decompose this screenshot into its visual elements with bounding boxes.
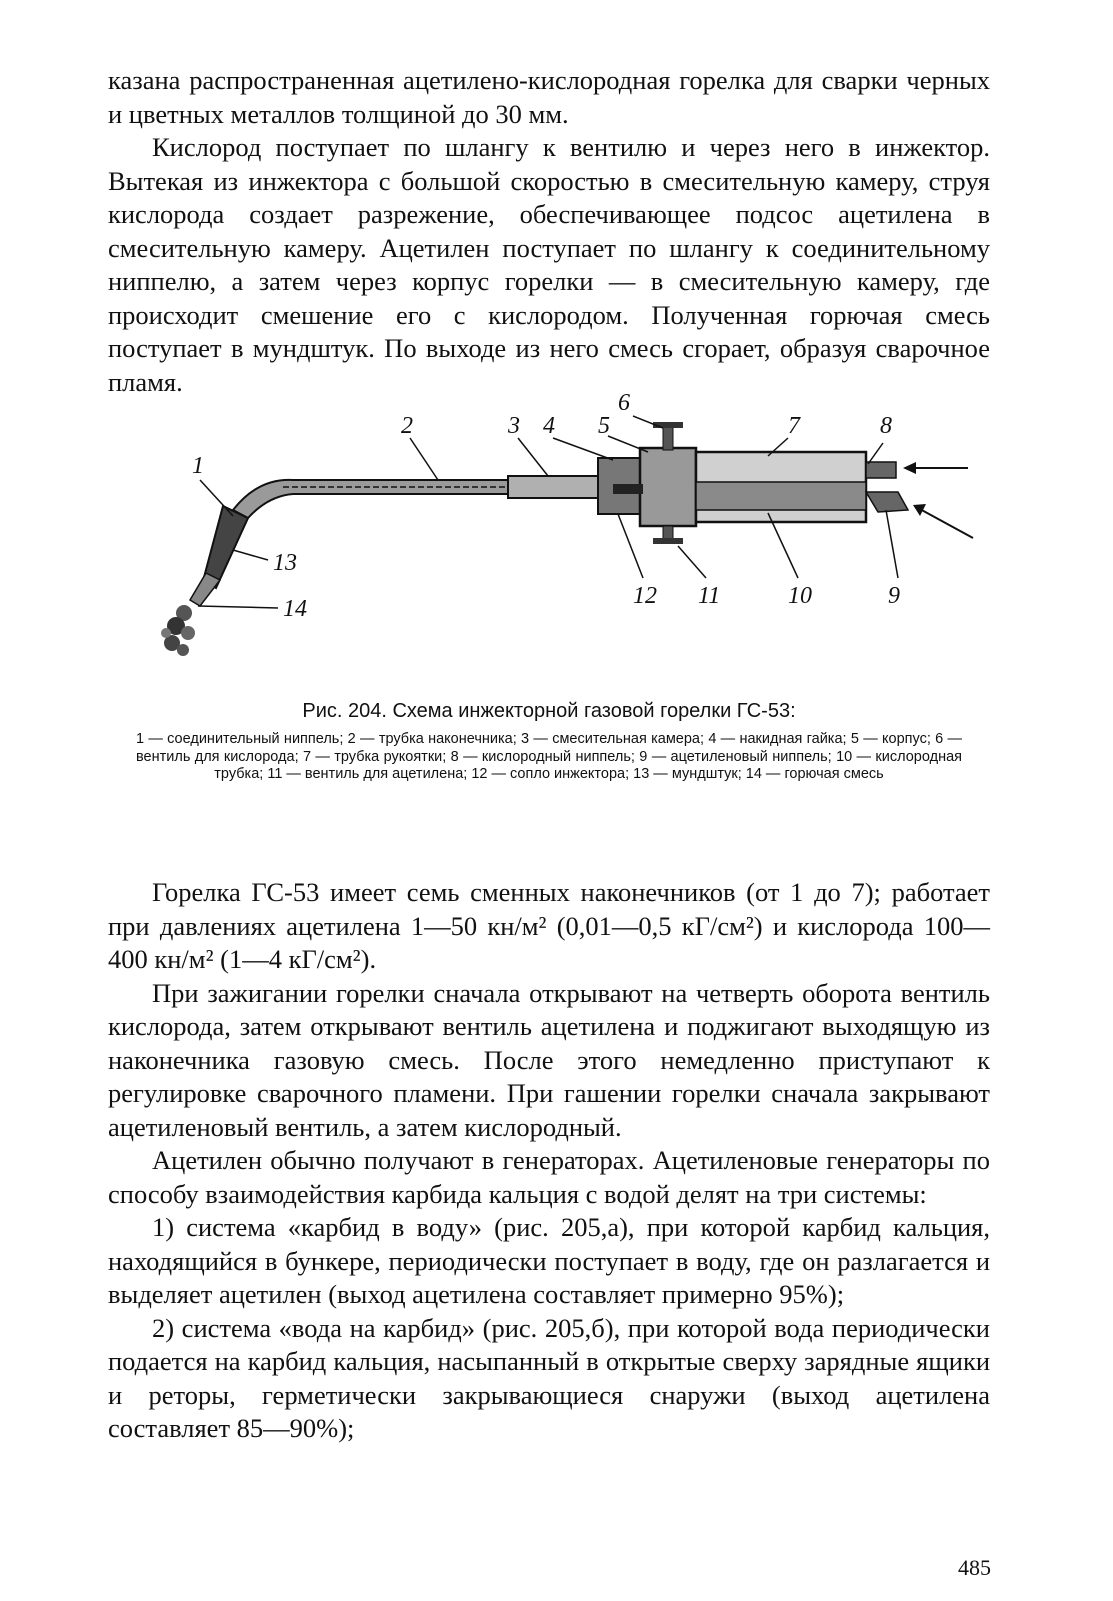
label-13: 13 <box>273 550 297 576</box>
paragraph-oxygen-flow: Кислород поступает по шлангу к вентилю и через него в инжектор. Вытекая из инжектора с большой скоростью в смесительную камеру, струя кислорода создает разрежение, обеспечивающее подсос ацетилена в смесительную камеру. Ацетилен поступает по шлангу к соединительному ниппелю, а затем через корпус горелки — в смесительную камеру, где происходит смешение его с кислородом. Полученная горючая смесь поступает в мундштук. По выходе из него смесь сгорает, образуя сварочное пламя. <box>108 132 990 397</box>
injector-nozzle-12 <box>613 484 643 494</box>
oxygen-nipple-8 <box>866 462 896 478</box>
acetylene-nipple-9 <box>866 492 908 512</box>
paragraph-gs53: Горелка ГС-53 имеет семь сменных наконечников (от 1 до 7); работает при давлениях ацетилена 1—50 кн/м² (0,01—0,5 кГ/см²) и кислорода 100—400 кн/м² (1—4 кГ/см²). <box>108 877 990 974</box>
oxygen-tube-10 <box>696 482 866 510</box>
label-10: 10 <box>788 583 812 609</box>
lower-text-block <box>108 876 990 1446</box>
label-11: 11 <box>698 583 721 609</box>
label-2: 2 <box>401 413 413 439</box>
body-5 <box>640 448 696 526</box>
top-text-block <box>108 64 990 399</box>
label-3: 3 <box>508 413 520 439</box>
figure-caption <box>108 700 990 784</box>
label-1: 1 <box>192 453 204 479</box>
label-5: 5 <box>598 413 610 439</box>
label-7: 7 <box>788 413 800 439</box>
paragraph-continuation: казана распространенная ацетилено-кислородная горелка для сварки черных и цветных металлов толщиной до 30 мм. <box>108 65 990 129</box>
label-8: 8 <box>880 413 892 439</box>
page-number: 485 <box>958 1555 991 1580</box>
paragraph-system-1: 1) система «карбид в воду» (рис. 205,а), при которой карбид кальция, находящийся в бункере, периодически поступает в воду, где он разлагается и выделяет ацетилен (выход ацетилена составляет примерно 95%); <box>108 1212 990 1309</box>
paragraph-generators: Ацетилен обычно получают в генераторах. Ацетиленовые генераторы по способу взаимодействия карбида кальция с водой делят на три системы: <box>108 1145 990 1209</box>
mixing-chamber-3 <box>508 476 608 498</box>
acetylene-arrow <box>918 508 973 538</box>
label-4: 4 <box>543 413 555 439</box>
paragraph-system-2: 2) система «вода на карбид» (рис. 205,б), при которой вода периодически подается на карбид кальция, насыпанный в открытые сверху зарядные ящики и реторы, герметически закрывающиеся снаружи (выход ацетилена составляет 85—90%); <box>108 1312 990 1443</box>
caption-title: Рис. 204. Схема инжекторной газовой горелки ГС-53: <box>302 700 796 722</box>
torch-diagram <box>108 388 990 688</box>
label-6: 6 <box>618 390 630 416</box>
mouthpiece-13 <box>190 506 248 606</box>
combustible-mixture-14 <box>161 605 195 656</box>
label-9: 9 <box>888 583 900 609</box>
label-14: 14 <box>283 596 307 622</box>
acetylene-valve-11 <box>653 526 683 544</box>
label-12: 12 <box>633 583 657 609</box>
paragraph-ignition: При зажигании горелки сначала открывают на четверть оборота вентиль кислорода, затем открывают вентиль ацетилена и поджигают выходящую из наконечника газовую смесь. После этого немедленно приступают к регулировке сварочного пламени. При гашении горелки сначала закрывают ацетиленовый вентиль, а затем кислородный. <box>108 977 990 1142</box>
caption-legend: 1 — соединительный ниппель; 2 — трубка наконечника; 3 — смесительная камера; 4 — накидная гайка; 5 — корпус; 6 — вентиль для кислорода; 7 — трубка рукоятки; 8 — кислородный ниппель; 9 — ацетиленовый ниппель; 10 — кислородная трубка; 11 — вентиль для ацетилена; 12 — сопло инжектора; 13 — мундштук; 14 — горючая смесь <box>136 731 962 782</box>
